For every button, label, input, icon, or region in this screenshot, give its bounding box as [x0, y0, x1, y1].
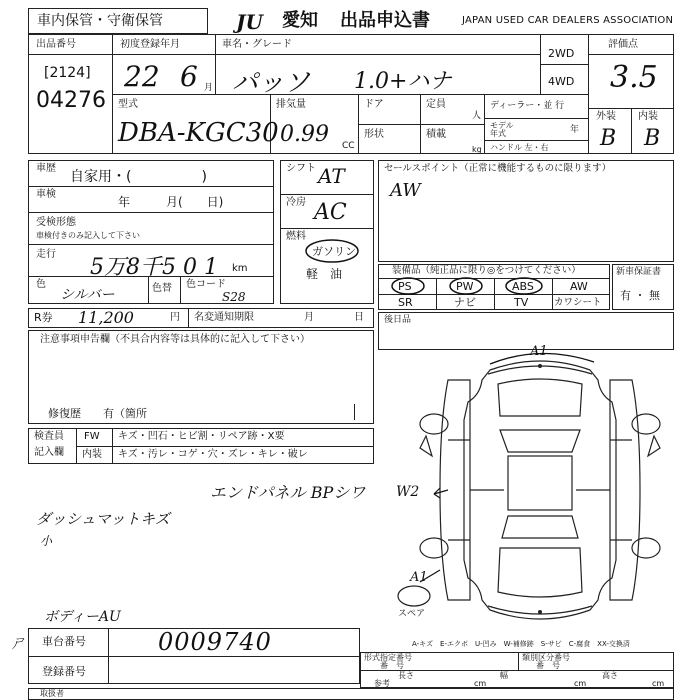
- fuel-alt: 軽 油: [306, 267, 343, 281]
- remark-w2: W2: [396, 484, 420, 500]
- sales-point-label: セールスポイント（正常に機能するものに限ります）: [384, 163, 612, 174]
- exterior-label: 外装: [596, 111, 616, 122]
- margin-mark: ㄕ: [10, 633, 27, 652]
- class-number-sub: 番 号: [536, 661, 560, 670]
- equip-ps: PS: [398, 280, 412, 293]
- remark-small: 小: [40, 534, 53, 548]
- width-label: 幅: [500, 671, 508, 680]
- dealer-label: ディーラー・並 行: [490, 101, 565, 111]
- color-label: 色: [36, 279, 46, 290]
- color-value: シルバー: [60, 287, 115, 303]
- model-number-sub: 番 号: [380, 661, 404, 670]
- org-english: JAPAN USED CAR DEALERS ASSOCIATION: [462, 15, 674, 26]
- warranty-label: 新車保証書: [616, 267, 662, 277]
- inspector-row2: キズ・汚レ・コゲ・穴・ズレ・キレ・破レ: [118, 449, 308, 460]
- drive-4wd: 4WD: [548, 75, 575, 88]
- storage-tag-box: [28, 8, 208, 34]
- aircon-value: AC: [314, 200, 347, 225]
- model-label: 型式: [118, 99, 138, 110]
- sales-point-value: AW: [390, 180, 421, 201]
- rating-label: 評価点: [608, 39, 638, 50]
- height-label: 高さ: [602, 671, 618, 680]
- length-label: 長さ: [398, 671, 414, 680]
- repair-label: 修復歴 有（箇所: [48, 407, 147, 420]
- after-items-block: [378, 312, 674, 350]
- damage-legend: A-キズ E-エクボ U-凹み W-補修跡 S-サビ C-腐食 XX-交換済: [412, 640, 630, 648]
- recycle-unit: 円: [170, 312, 180, 323]
- shape-label: 形状: [364, 129, 384, 140]
- deadline-day: 日: [354, 312, 364, 323]
- handler-label: 取扱者: [40, 689, 64, 698]
- equip-aw: AW: [570, 280, 588, 293]
- lot-number-label: 出品番号: [36, 39, 76, 50]
- color-code: S28: [222, 290, 246, 304]
- deadline-label: 名変通知期限: [194, 312, 254, 323]
- equip-pw: PW: [456, 280, 474, 293]
- model-number-label: 形式指定番号: [364, 653, 412, 662]
- inspector-row1: キズ・凹石・ヒビ割・リペア跡・X要: [118, 431, 285, 442]
- handler-row: [28, 688, 674, 700]
- inspector-label-1: 検査員: [34, 431, 64, 442]
- car-name: パッソ: [232, 68, 311, 98]
- remark-dash-mat: ダッシュマットキズ: [36, 510, 170, 528]
- car-grade: 1.0+ハナ: [354, 69, 452, 94]
- fuel-value: ガソリン: [312, 245, 356, 258]
- first-reg-label: 初度登録年月: [120, 39, 180, 50]
- rating-score: 3.5: [610, 60, 658, 95]
- mileage-label: 走行: [36, 249, 56, 260]
- capacity-unit: 人: [472, 111, 482, 121]
- org-name: 愛知: [282, 10, 318, 31]
- cm-unit-3: cm: [652, 679, 665, 688]
- mileage-unit: km: [232, 263, 248, 274]
- shift-value: AT: [318, 164, 345, 188]
- lot-number: 04276: [36, 88, 106, 113]
- inspector-row1-head: FW: [84, 431, 100, 442]
- equip-abs: ABS: [512, 280, 534, 293]
- equip-leather-seat: カワシート: [554, 297, 602, 308]
- receipt-note: 車検付きのみ記入して下さい: [36, 231, 140, 240]
- recycle-value: 11,200: [78, 308, 134, 327]
- car-name-label: 車名・グレード: [222, 39, 292, 50]
- form-title: 出品申込書: [340, 10, 430, 31]
- storage-tag: 車内保管・守衛保管: [37, 13, 163, 29]
- model-year-label: モデル 年式: [490, 121, 514, 138]
- chassis-label: 車台番号: [42, 635, 86, 648]
- displacement-unit: CC: [342, 141, 355, 151]
- deadline-month: 月: [304, 312, 314, 323]
- exterior-grade: B: [600, 126, 617, 151]
- remark-body: ボディーAU: [44, 609, 121, 625]
- equipment-label: 装備品（純正品に限り◎をつけてください）: [392, 265, 581, 276]
- interior-grade: B: [644, 126, 661, 151]
- equip-tv: TV: [514, 296, 529, 309]
- history-value: 自家用・( ): [70, 169, 207, 185]
- color-code-label: 色コード: [186, 279, 226, 290]
- first-reg-month: 6: [180, 60, 198, 93]
- drive-2wd: 2WD: [548, 47, 575, 60]
- color-change-label: 色替: [152, 283, 172, 294]
- receipt-label: 受検形態: [36, 217, 76, 228]
- door-label: ドア: [364, 99, 384, 110]
- mark-rear: A1: [410, 570, 428, 585]
- equip-sr: SR: [398, 296, 413, 309]
- inspection-label: 車検: [36, 189, 56, 200]
- displacement-label: 排気量: [276, 99, 306, 110]
- cm-unit-1: cm: [474, 679, 487, 688]
- history-label: 車歴: [36, 163, 56, 174]
- notes-label: 注意事項申告欄（不具合内容等は具体的に記入して下さい）: [40, 334, 310, 345]
- fuel-label: 燃料: [286, 231, 306, 242]
- load-label: 積載: [426, 129, 446, 140]
- kg-unit: kg: [472, 145, 482, 154]
- after-items-label: 後日品: [384, 315, 412, 325]
- reg-number-label: 登録番号: [42, 665, 86, 678]
- inspection-value: 年 月( 日): [118, 195, 224, 209]
- cm-unit-2: cm: [574, 679, 587, 688]
- aircon-label: 冷房: [286, 197, 306, 208]
- shift-label: シフト: [286, 163, 316, 174]
- mileage-value: 5万8千5 0 1: [90, 255, 218, 280]
- logo: [236, 10, 282, 34]
- first-reg-year: 22: [124, 60, 160, 93]
- displacement-value: 0.99: [280, 122, 329, 147]
- chassis-number: 0009740: [158, 628, 272, 656]
- remark-end-panel: エンドパネル BPシワ: [210, 483, 366, 502]
- ref-label: 参考: [374, 679, 390, 688]
- handle-label: ハンドル 左・右: [490, 143, 549, 152]
- inspector-label-2: 記入欄: [34, 447, 64, 458]
- warranty-value: 有 ・ 無: [620, 289, 660, 302]
- capacity-label: 定員: [426, 99, 446, 110]
- mark-front: A1: [530, 344, 548, 359]
- equip-navi: ナビ: [454, 296, 476, 309]
- model-code: DBA-KGC30: [118, 118, 279, 148]
- lot-bracket: [2124]: [44, 65, 91, 81]
- spare-label: スペア: [398, 609, 426, 619]
- year-unit: 年: [570, 125, 580, 135]
- recycle-label: R券: [34, 311, 53, 324]
- interior-label: 内装: [638, 111, 658, 122]
- month-unit: 月: [204, 83, 214, 93]
- inspector-row2-head: 内装: [82, 449, 102, 460]
- sales-point-block: [378, 160, 674, 262]
- logo-mark: JU: [236, 10, 263, 34]
- class-number-label: 類別区分番号: [522, 653, 570, 662]
